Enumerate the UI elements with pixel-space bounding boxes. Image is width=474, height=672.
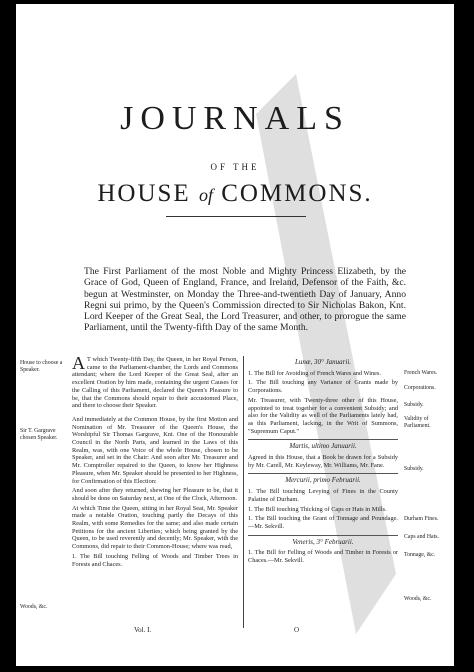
left-paragraph-2: And immediately at the Common House, by the first Motion and Nomination of Mr. Treasurer of the Queen's House, the Worshipful Sir Thomas Gargrave, Knt. One of the Honourable Council in the North Parts, and learned in the Laws of this Realm, was, with one Voice of the whole House, chosen to be Speaker, and set in the Chair: And soon after Mr. Treasurer and Mr. Comptroller repaired to the Queen, to know her Highness Pleasure, when Mr. Speaker should be presented to her Highness, for Confirmation of this Election:: [72, 415, 238, 485]
title-rule: [166, 216, 306, 217]
section-rule: [248, 535, 398, 536]
margin-note-subsidy: Subsidy.: [404, 402, 424, 408]
drop-cap: A: [72, 353, 85, 373]
left-paragraph-4: At which Time the Queen, sitting in her Royal Seat, Mr. Speaker made a notable Oration, touching partly the Decays of this Realm, with some Remedies for the same; and also made certain Petitions for the ancient Liberties; which being granted by the Queen, to be used reverently and decently; Mr. Speaker, with the Commons, did repair to their Common-House; where was read,: [72, 504, 238, 551]
title-of-word: of: [198, 185, 213, 205]
day-heading-mercurii: Mercurii, primo Februarii.: [285, 476, 361, 485]
title-house-of-commons: [16, 180, 454, 208]
title-of-the: OF THE: [210, 162, 260, 172]
column-divider: [243, 356, 244, 628]
margin-note-durham: Durham Fines.: [404, 516, 439, 522]
margin-note-gargrave: Sir T. Gargrave chosen Speaker.: [20, 428, 58, 441]
right-column: [248, 356, 398, 567]
margin-note-corporations: Corporations.: [404, 385, 436, 391]
left-paragraph-1: T which Twenty-fifth Day, the Queen, in her Royal Person, came to the Parliament-chamber, the Lords and Commons attendant; where the Lord Keeper of the Great Seal, after an excellent Oration by him made, containing the urgent Causes for the Calling of this Parliament, declared the Queen's Pleasure to be, that the Commons should repair to their accustomed Place, and there to choose their Speaker.: [72, 356, 238, 410]
entry-caps-hats: 1. The Bill touching Thicking of Caps or Hats in Mills.: [248, 505, 387, 513]
margin-note-choose-speaker: House to choose a Speaker.: [20, 360, 63, 373]
journal-page: [16, 4, 454, 666]
day-heading-lunae: Lunæ, 30° Januarii.: [294, 358, 352, 366]
title-journals: JOURNALS: [120, 100, 350, 137]
entry-corporations: 1. The Bill touching any Variance of Grants made by Corporations.: [248, 379, 398, 395]
signature-mark: Vol. I.: [134, 626, 152, 634]
day-heading-martis: Martis, ultimo Januarii.: [289, 442, 357, 451]
section-rule: [248, 439, 398, 440]
margin-note-woods-left: Woods, &c.: [20, 604, 48, 610]
margin-note-woods-right: Woods, &c.: [404, 596, 432, 602]
title-house-word: HOUSE: [97, 180, 199, 207]
left-paragraph-3: And soon after they returned, shewing her Pleasure to be, that it should be done on Saturday next, at One of the Clock, Afternoon.: [72, 487, 238, 502]
entry-french-wares: 1. The Bill for Avoiding of French Wares and Wines.: [248, 369, 381, 377]
left-column: [72, 353, 238, 570]
entry-woods: 1. The Bill for Felling of Woods and Timber in Forests or Chaces.—Mr. Sekvill.: [248, 549, 398, 565]
preamble-paragraph: The First Parliament of the most Noble and Mighty Princess Elizabeth, by the Grace of God, Queen of England, France, and Ireland, Defensor of the Faith, &c. begun at Westminster, on Monday the Three-and-twentieth Day of January, Anno Regni sui primo, by the Queen's Commission directed to Sir Nicholas Bakon, Knt. Lord Keeper of the Great Seal, the Lord Treasurer, and other, to prorogue the same Parliament, until the Twenty-fifth Day of the same Month.: [84, 266, 406, 334]
entry-durham: 1. The Bill touching Levying of Fines in the County Palatine of Durham.: [248, 488, 398, 503]
margin-note-tonnage: Tonnage, &c.: [404, 552, 436, 558]
margin-note-subsidy-2: Subsidy.: [404, 466, 424, 472]
left-paragraph-5: 1. The Bill touching Felling of Woods and Timber Trees in Forests and Chaces.: [72, 552, 238, 568]
margin-note-caps-hats: Caps and Hats.: [404, 534, 439, 540]
section-rule: [248, 473, 398, 474]
margin-note-validity: Validity of Parliament.: [404, 416, 431, 429]
day-heading-veneris: Veneris, 3° Februarii.: [292, 537, 354, 546]
title-commons-word: COMMONS.: [212, 180, 373, 207]
entry-subsidy-book: Agreed in this House, that a Book be drawn for a Subsidy by Mr. Carell, Mr. Keyleway, Mr. Williams, Mr. Fane.: [248, 454, 398, 469]
catchword: O: [294, 626, 300, 634]
entry-tonnage: 1. The Bill touching the Grant of Tonnage and Poundage.—Mr. Sekvill.: [248, 515, 398, 530]
margin-note-french-wares: French Wares.: [404, 370, 438, 376]
entry-subsidy-committee: Mr. Treasurer, with Twenty-three other of this House, appointed to treat together for a convenient Subsidy; and also for the Validity as well of the Parliaments lately had, as this Parliament, lacking, in the Writ of Summons, "Supremum Caput.": [248, 396, 398, 435]
